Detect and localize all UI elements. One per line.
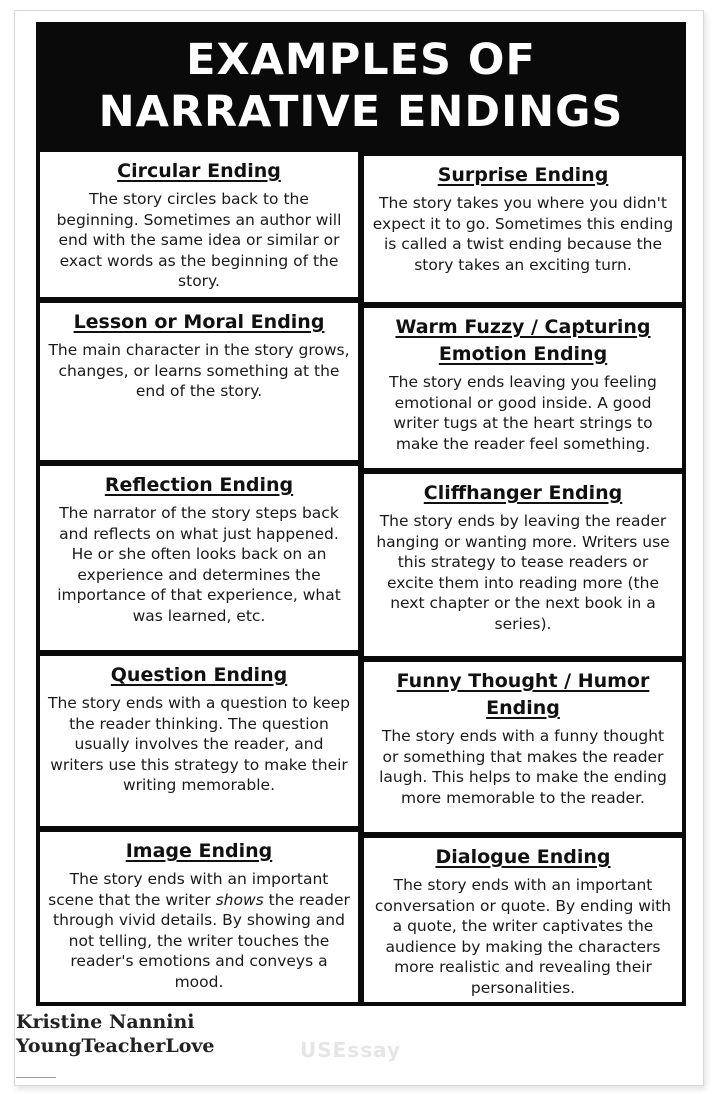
ending-title: Dialogue Ending <box>435 846 611 868</box>
ending-title: Funny Thought / Humor Ending <box>396 670 650 719</box>
ending-title: Warm Fuzzy / Capturing Emotion Ending <box>395 316 651 365</box>
watermark: USEssay <box>300 1038 402 1062</box>
endings-grid <box>36 148 686 1006</box>
ending-description <box>48 869 350 992</box>
ending-title: Lesson or Moral Ending <box>73 311 325 333</box>
ending-title: Reflection Ending <box>104 474 294 496</box>
ending-title: Circular Ending <box>117 160 281 182</box>
poster-title-line-1: EXAMPLES OF <box>186 35 536 85</box>
ending-description-end: the reader through vivid details. By showing and not telling, the writer touches the reader's emotions and conveys a mood. <box>53 890 350 991</box>
ending-description: The story circles back to the beginning. Sometimes an author will end with the same idea or similar or exact words as the beginning of the story. <box>56 190 342 290</box>
author-name: Kristine Nannini <box>16 1011 195 1033</box>
ending-card-image <box>40 832 358 1002</box>
ending-description: The story ends by leaving the reader hanging or wanting more. Writers use this strategy to tease readers or excite them into reading more (the next chapter or the next book in a series). <box>376 512 670 633</box>
ending-card-lesson-moral <box>40 303 358 460</box>
author-credit <box>16 1010 215 1058</box>
poster-title-line-2: NARRATIVE ENDINGS <box>98 87 624 137</box>
ending-description: The story ends with an important conversation or quote. By ending with a quote, the writer captivates the audience by making the characters more realistic and revealing their personalities. <box>374 876 672 997</box>
ending-description: The story ends with a funny thought or something that makes the reader laugh. This helps to make the ending more memorable to the reader. <box>379 727 667 807</box>
ending-card-circular <box>40 152 358 297</box>
ending-card-warm-fuzzy <box>364 308 682 468</box>
ending-description: The narrator of the story steps back and reflects on what just happened. He or she often looks back on an experience and determines the importance of that experience, what was learned, etc. <box>57 504 341 625</box>
ending-title: Image Ending <box>125 840 273 862</box>
ending-card-surprise <box>364 156 682 302</box>
ending-description: The story ends leaving you feeling emotional or good inside. A good writer tugs at the heart strings to make the reader feel something. <box>389 373 657 453</box>
ending-card-question <box>40 656 358 826</box>
ending-description: The main character in the story grows, changes, or learns something at the end of the story. <box>48 341 350 400</box>
ending-title: Question Ending <box>110 664 288 686</box>
ending-description-emphasis: shows <box>215 890 264 909</box>
ending-description: The story takes you where you didn't expect it to go. Sometimes this ending is called a twist ending because the story takes an exciting turn. <box>372 194 674 274</box>
ending-card-reflection <box>40 466 358 650</box>
ending-description-start: The story ends with an important scene that the writer <box>48 870 329 909</box>
poster-header <box>36 22 686 150</box>
footer-rule <box>16 1077 56 1078</box>
ending-card-funny-thought <box>364 662 682 832</box>
ending-card-cliffhanger <box>364 474 682 656</box>
ending-title: Cliffhanger Ending <box>423 482 623 504</box>
author-site: YoungTeacherLove <box>16 1035 215 1057</box>
ending-card-dialogue <box>364 838 682 1002</box>
ending-description: The story ends with a question to keep the reader thinking. The question usually involves the reader, and writers use this strategy to make their writing memorable. <box>48 694 351 794</box>
ending-title: Surprise Ending <box>437 164 609 186</box>
